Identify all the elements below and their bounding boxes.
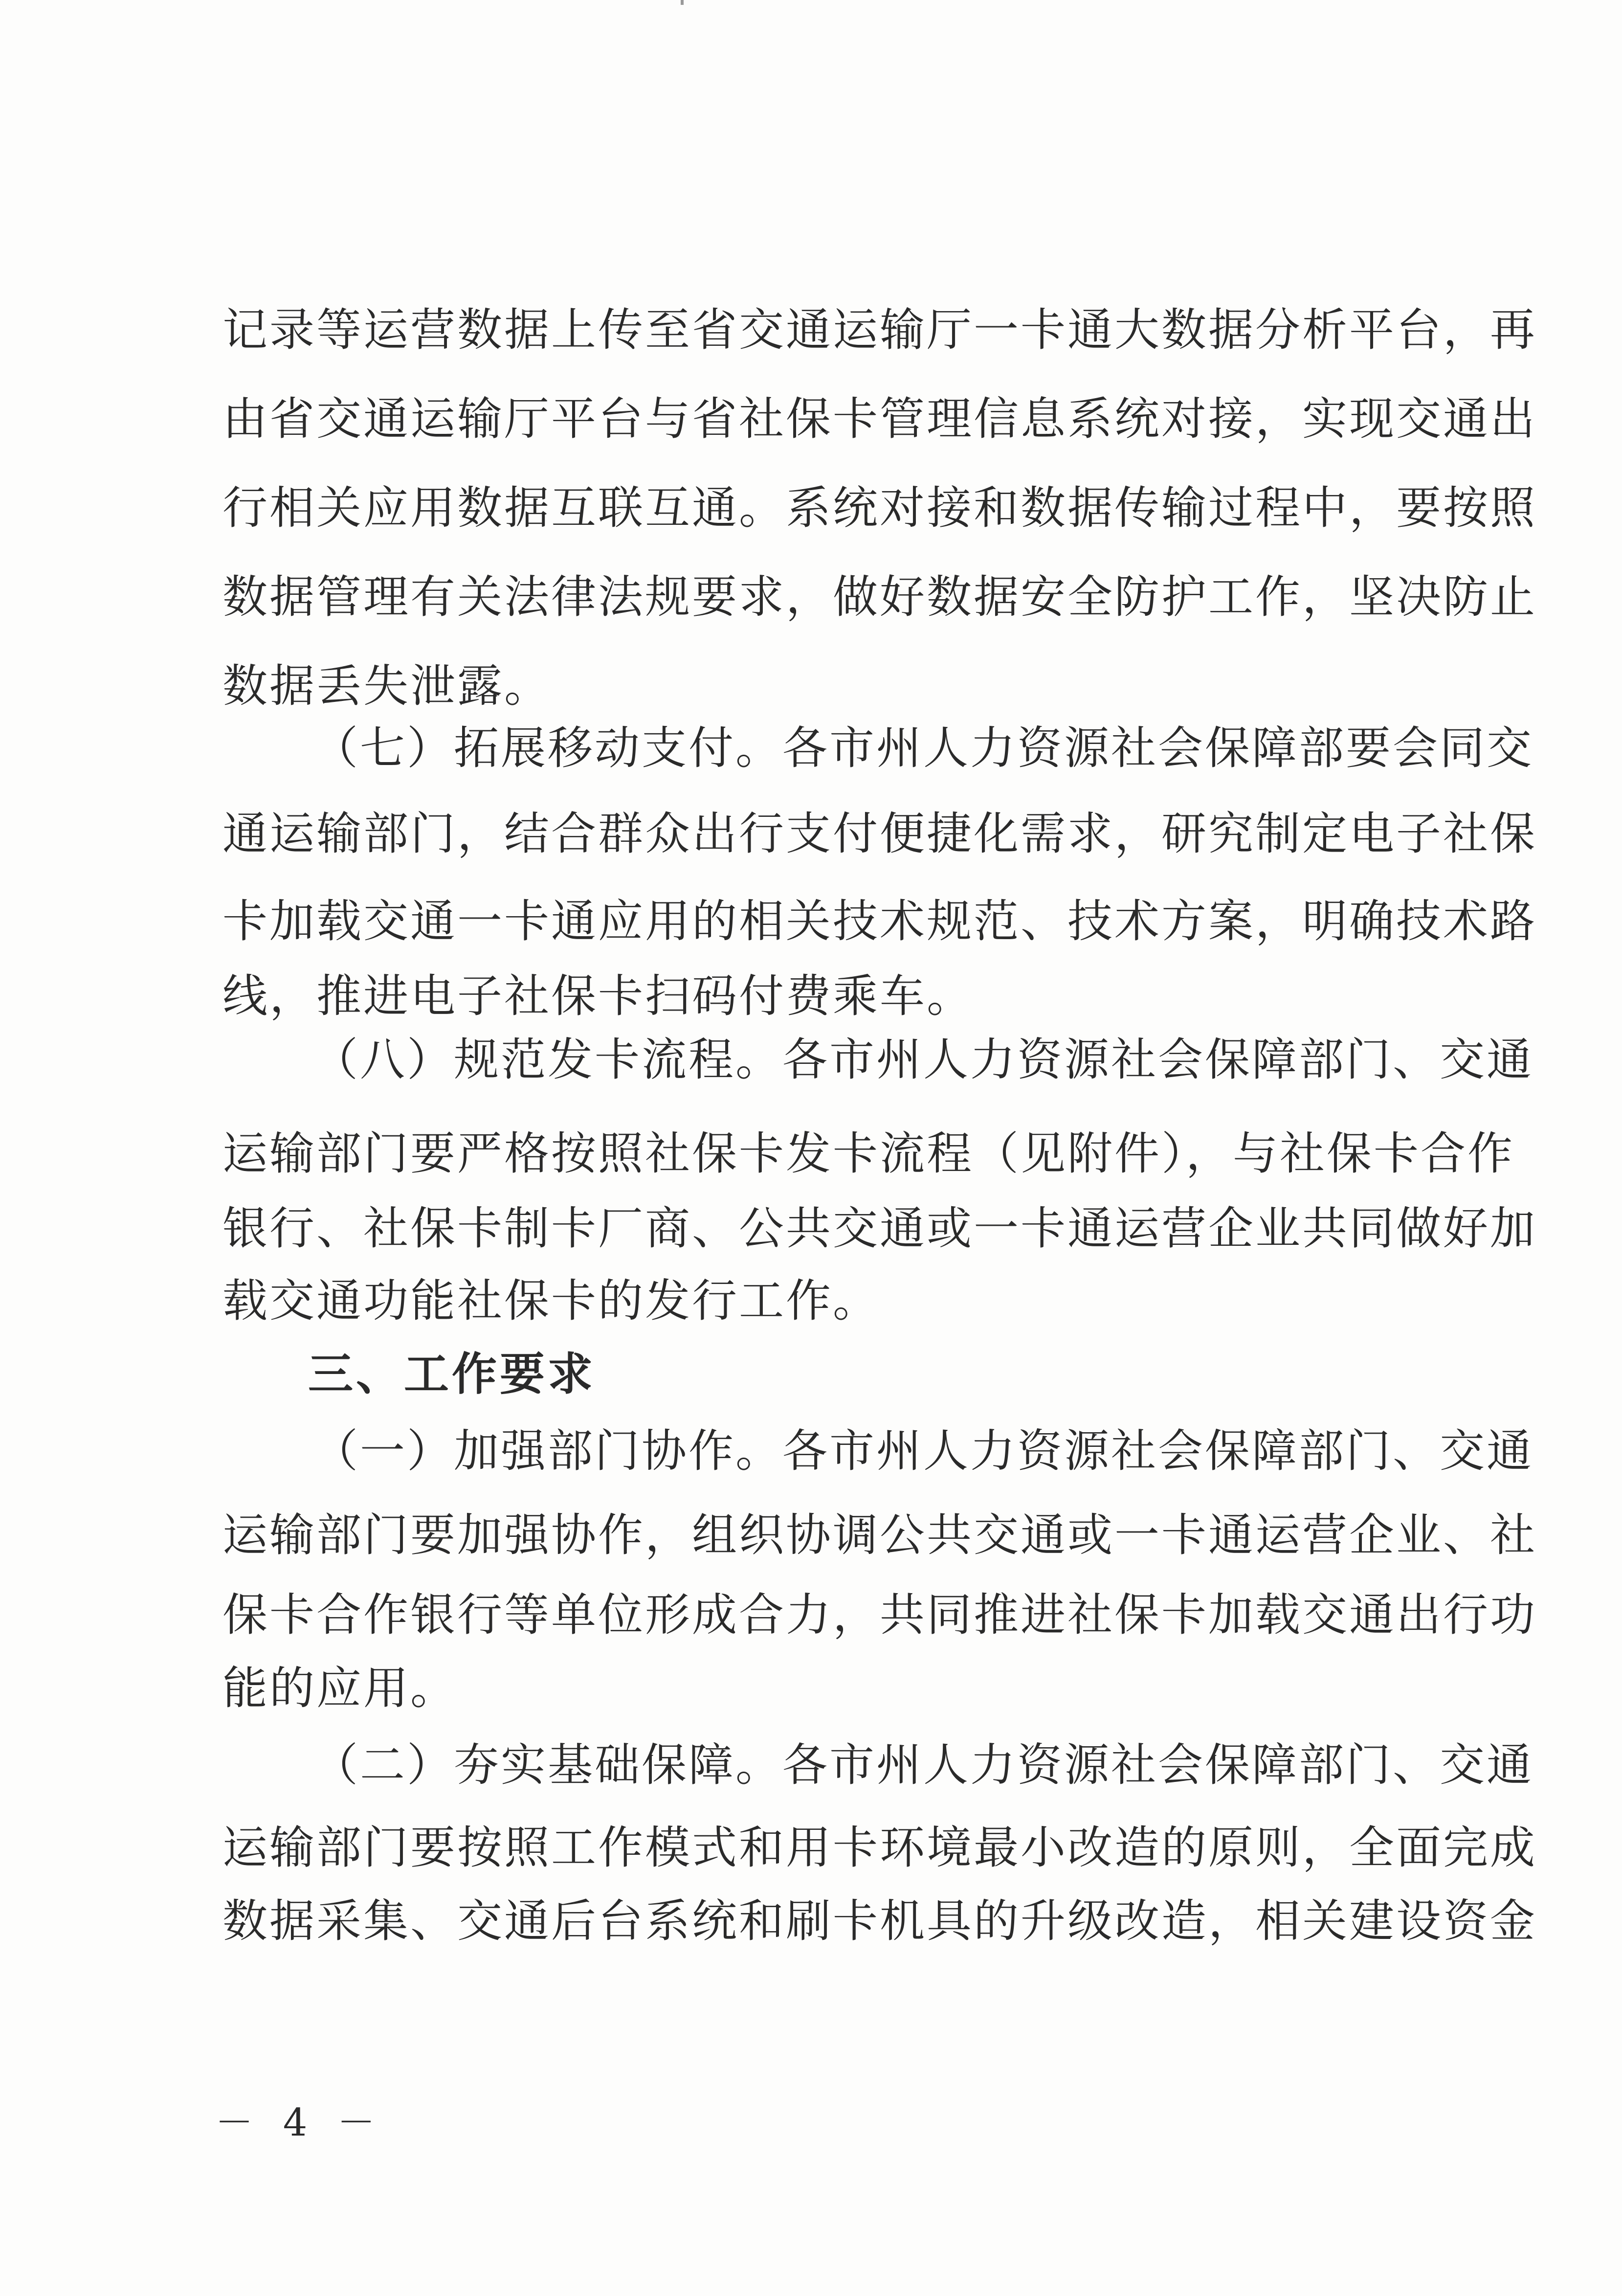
body-line-4: 数据管理有关法律法规要求，做好数据安全防护工作，坚决防止 (222, 571, 1537, 623)
body-line-8: 卡加载交通一卡通应用的相关技术规范、技术方案，明确技术路 (222, 895, 1537, 947)
body-line-18: 能的应用。 (222, 1662, 458, 1714)
section-heading: 三、工作要求 (308, 1348, 596, 1400)
body-line-1: 记录等运营数据上传至省交通运输厅一卡通大数据分析平台，再 (222, 304, 1537, 356)
paragraph-one-heading-line: （一）加强部门协作。各市州人力资源社会保障部门、交通 (313, 1425, 1534, 1477)
scan-mark (681, 0, 684, 5)
body-line-11: 运输部门要严格按照社保卡发卡流程（见附件），与社保卡合作 (222, 1127, 1515, 1180)
body-line-3: 行相关应用数据互联互通。系统对接和数据传输过程中，要按照 (222, 482, 1537, 534)
body-line-12: 银行、社保卡制卡厂商、公共交通或一卡通运营企业共同做好加 (222, 1202, 1537, 1255)
paragraph-eight-heading-line: （八）规范发卡流程。各市州人力资源社会保障部门、交通 (313, 1034, 1534, 1086)
body-line-5: 数据丢失泄露。 (222, 660, 552, 712)
body-line-17: 保卡合作银行等单位形成合力，共同推进社保卡加载交通出行功 (222, 1589, 1537, 1641)
body-line-21: 数据采集、交通后台系统和刷卡机具的升级改造，相关建设资金 (222, 1895, 1537, 1947)
body-line-2: 由省交通运输厅平台与省社保卡管理信息系统对接，实现交通出 (222, 393, 1537, 445)
body-line-20: 运输部门要按照工作模式和用卡环境最小改造的原则，全面完成 (222, 1822, 1537, 1874)
paragraph-two-heading-line: （二）夯实基础保障。各市州人力资源社会保障部门、交通 (313, 1739, 1534, 1791)
body-line-7: 通运输部门，结合群众出行支付便捷化需求，研究制定电子社保 (222, 808, 1537, 860)
paragraph-seven-heading-line: （七）拓展移动支付。各市州人力资源社会保障部要会同交 (313, 722, 1534, 774)
body-line-9: 线，推进电子社保卡扫码付费乘车。 (222, 970, 974, 1022)
body-line-16: 运输部门要加强协作，组织协调公共交通或一卡通运营企业、社 (222, 1509, 1537, 1561)
page-number: － 4 － (215, 2101, 384, 2145)
body-line-13: 载交通功能社保卡的发行工作。 (222, 1275, 880, 1327)
